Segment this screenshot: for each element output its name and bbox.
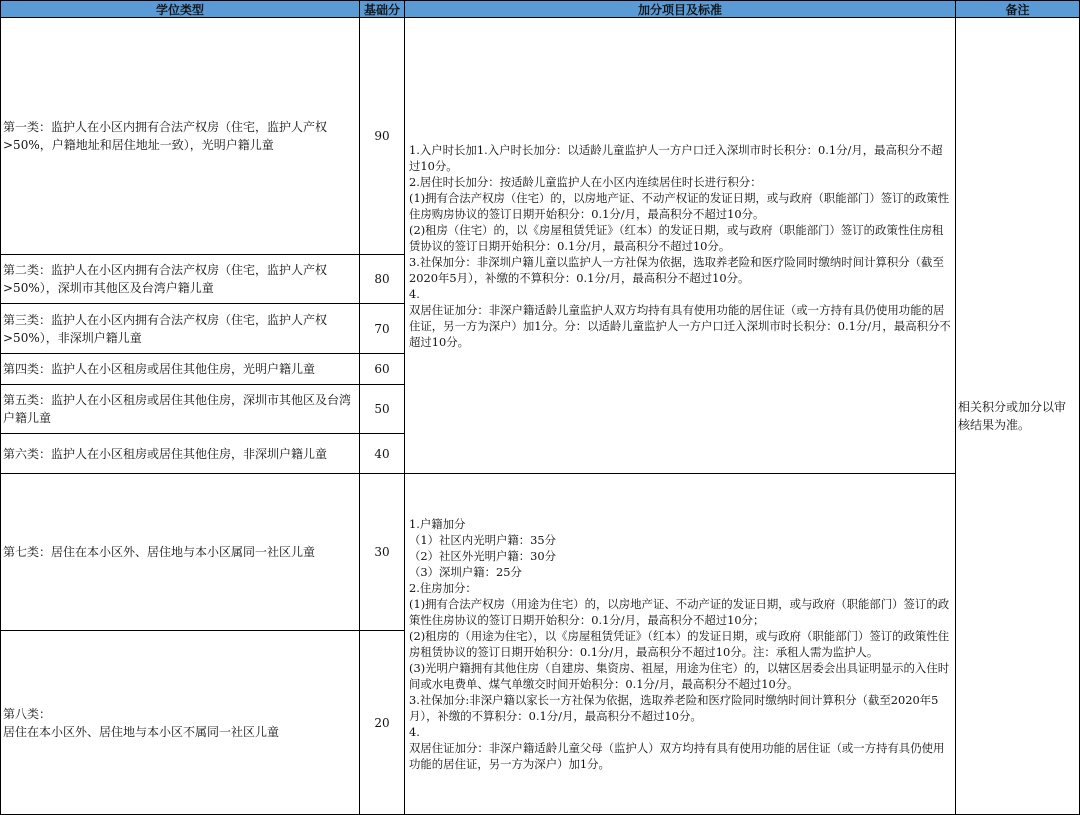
bonus-item: (1)拥有合法产权房（用途为住宅）的，以房地产证、不动产证的发证日期，或与政府（职能部门）签订的政策性住房协议的签订日期开始积分：0.1分/月，最高积分不超过10分； bbox=[409, 597, 950, 627]
base-score-2: 80 bbox=[359, 254, 405, 304]
base-score-1: 90 bbox=[359, 17, 405, 255]
bonus-item: 2.居住时长加分：按适龄儿童监护人在小区内连续居住时长进行积分： bbox=[409, 174, 762, 189]
bonus-item: （2）社区外光明户籍：30分 bbox=[409, 549, 557, 563]
bonus-list-outside bbox=[409, 516, 952, 772]
category-label: 第八类： 居住在本小区外、居住地与本小区不属同一社区儿童 bbox=[3, 706, 280, 739]
category-label: 第四类：监护人在小区租房或居住其他住房，光明户籍儿童 bbox=[3, 362, 316, 376]
bonus-item: （1）社区内光明户籍：35分 bbox=[409, 533, 557, 547]
category-label: 第七类：居住在本小区外、居住地与本小区属同一社区儿童 bbox=[3, 545, 316, 559]
bonus-item: (2)租房（住宅）的，以《房屋租赁凭证》（红本）的发证日期，或与政府（职能部门）签订的政策性住房租赁协议的签订日期开始积分：0.1分/月，最高积分不超过10分。 bbox=[409, 222, 944, 253]
bonus-criteria-in-community bbox=[404, 17, 956, 474]
category-label: 第六类：监护人在小区租房或居住其他住房，非深圳户籍儿童 bbox=[3, 446, 328, 461]
table-row-category-2 bbox=[0, 254, 360, 304]
bonus-item: 3.社保加分:非深户籍以家长一方社保为依据，选取养老险和医疗险同时缴纳时间计算积分（截至2020年5月），补缴的不算积分：0.1分/月，最高积分不超过10分。 bbox=[409, 693, 939, 723]
bonus-item: (2)租房的（用途为住宅），以《房屋租赁凭证》（红本）的发证日期，或与政府（职能部门）签订的政策性住房租赁协议的签订日期开始积分：0.1分/月，最高积分不超过10分。注：承租人需为监护人。 bbox=[409, 629, 950, 659]
category-label: 第二类：监护人在小区内拥有合法产权房（住宅，监护人产权>50%），深圳市其他区及台湾户籍儿童 bbox=[3, 263, 328, 295]
bonus-item: 3.社保加分：非深圳户籍儿童以监护人一方社保为依据，选取养老险和医疗险同时缴纳时间计算积分（截至2020年5月），补缴的不算积分：0.1分/月，最高积分不超过10分。 bbox=[409, 254, 944, 285]
bonus-item: 双居住证加分：非深户籍适龄儿童监护人双方均持有具有使用功能的居住证（或一方持有具仍使用功能的居住证，另一方为深户）加1分。分：以适龄儿童监护人一方户口迁入深圳市时长积分：0.1分/月，最高积分不超过10分。 bbox=[409, 302, 951, 349]
base-score-3: 70 bbox=[359, 303, 405, 354]
header-type: 学位类型 bbox=[0, 0, 360, 18]
table-row-category-7 bbox=[0, 473, 360, 631]
bonus-item: 4. bbox=[409, 725, 420, 739]
base-score-7: 30 bbox=[359, 473, 405, 631]
bonus-item: 双居住证加分：非深户籍适龄儿童父母（监护人）双方均持有具有使用功能的居住证（或一方持有具仍使用功能的居住证，另一方为深户）加1分。 bbox=[409, 741, 945, 771]
category-label: 第五类：监护人在小区租房或居住其他住房，深圳市其他区及台湾户籍儿童 bbox=[3, 393, 352, 425]
table-row-category-3 bbox=[0, 303, 360, 354]
table-row-category-8 bbox=[0, 630, 360, 815]
table-row-category-1 bbox=[0, 17, 360, 255]
bonus-list-inside bbox=[409, 142, 952, 350]
category-label: 第一类：监护人在小区内拥有合法产权房（住宅，监护人产权>50%，户籍地址和居住地址一致），光明户籍儿童 bbox=[3, 120, 328, 152]
base-score-8: 20 bbox=[359, 630, 405, 815]
header-bonus: 加分项目及标准 bbox=[404, 0, 956, 18]
bonus-item: (3)光明户籍拥有其他住房（自建房、集资房、祖屋，用途为住宅）的，以辖区居委会出具证明显示的入住时间或水电费单、煤气单缴交时间开始积分：0.1分/月，最高积分不超过10分。 bbox=[409, 661, 950, 691]
table-row-category-6 bbox=[0, 433, 360, 474]
bonus-item: 1.户籍加分 bbox=[409, 517, 466, 531]
bonus-item: 2.住房加分： bbox=[409, 581, 477, 595]
remark-text: 相关积分或加分以审核结果为准。 bbox=[958, 400, 1067, 432]
remark-cell bbox=[955, 17, 1080, 815]
bonus-item: 4. bbox=[409, 286, 420, 301]
header-remark: 备注 bbox=[955, 0, 1080, 18]
base-score-4: 60 bbox=[359, 353, 405, 385]
table-row-category-4 bbox=[0, 353, 360, 385]
bonus-item: 1.入户时长加1.入户时长加分：以适龄儿童监护人一方户口迁入深圳市时长积分：0.1分/月，最高积分不超过10分。 bbox=[409, 142, 943, 173]
table-row-category-5 bbox=[0, 384, 360, 434]
base-score-6: 40 bbox=[359, 433, 405, 474]
bonus-criteria-outside-community bbox=[404, 473, 956, 815]
header-base-score: 基础分 bbox=[359, 0, 405, 18]
bonus-item: （3）深圳户籍：25分 bbox=[409, 565, 522, 579]
bonus-item: (1)拥有合法产权房（住宅）的，以房地产证、不动产权证的发证日期，或与政府（职能部门）签订的政策性住房购房协议的签订日期开始积分：0.1分/月，最高积分不超过10分。 bbox=[409, 190, 950, 221]
base-score-5: 50 bbox=[359, 384, 405, 434]
category-label: 第三类：监护人在小区内拥有合法产权房（住宅，监护人产权>50%），非深圳户籍儿童 bbox=[3, 312, 328, 345]
